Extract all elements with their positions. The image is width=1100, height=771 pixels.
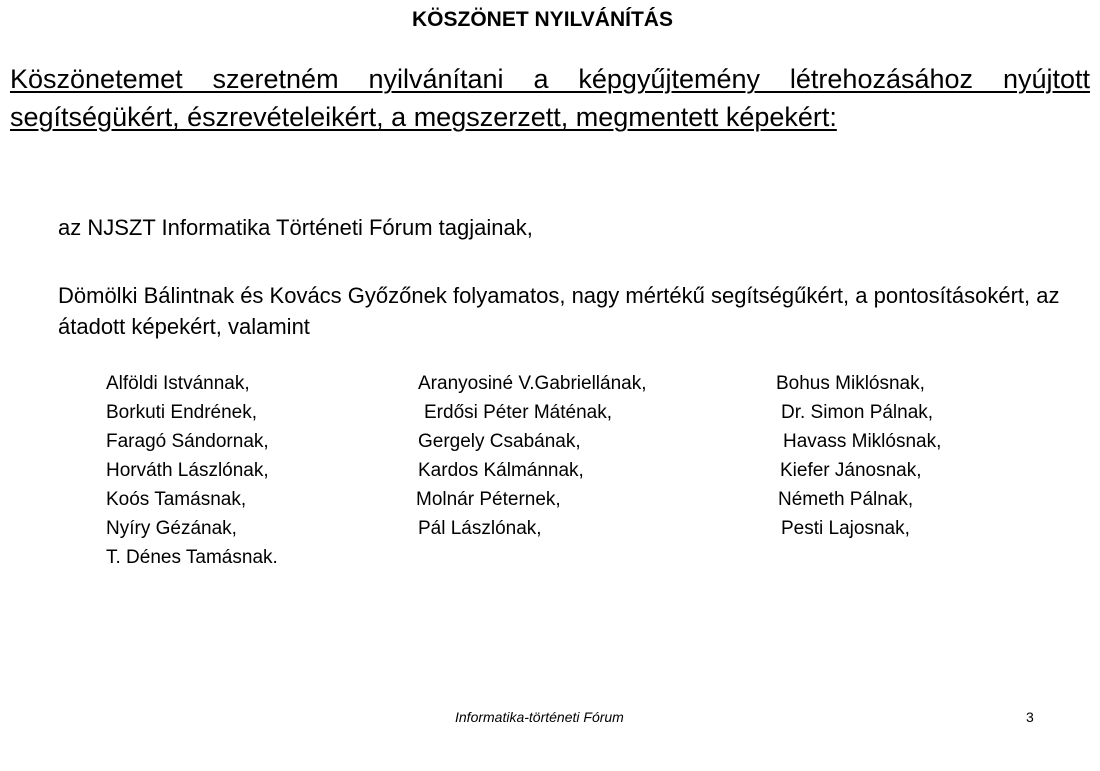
- name-item: Németh Pálnak,: [778, 489, 914, 510]
- name-item: Nyíry Gézának,: [106, 518, 237, 539]
- name-item: Borkuti Endrének,: [106, 402, 258, 423]
- page-number: 3: [1026, 709, 1034, 725]
- footer-title: Informatika-történeti Fórum: [455, 709, 624, 725]
- name-item: T. Dénes Tamásnak.: [106, 547, 278, 568]
- paragraph-forum-members: az NJSZT Informatika Történeti Fórum tagjainak,: [58, 215, 533, 240]
- name-item: Havass Miklósnak,: [783, 431, 942, 452]
- name-item: Gergely Csabának,: [418, 431, 581, 452]
- name-item: Pesti Lajosnak,: [781, 518, 910, 539]
- page-title: KÖSZÖNET NYILVÁNÍTÁS: [412, 8, 673, 31]
- name-item: Dr. Simon Pálnak,: [781, 402, 934, 423]
- name-item: Kiefer Jánosnak,: [780, 460, 922, 481]
- name-item: Koós Tamásnak,: [106, 489, 247, 510]
- name-item: Alföldi Istvánnak,: [106, 373, 250, 394]
- name-item: Molnár Péternek,: [416, 489, 561, 510]
- name-item: Faragó Sándornak,: [106, 431, 269, 452]
- paragraph-special-thanks: Dömölki Bálintnak és Kovács Győzőnek folyamatos, nagy mértékű segítségűkért, a pontosításokért, az átadott képekért, valamint: [58, 283, 1060, 339]
- name-item: Bohus Miklósnak,: [776, 373, 925, 394]
- intro-text: Köszönetemet szeretném nyilvánítani a képgyűjtemény létrehozásához nyújtott segítségükért, észrevételeikért, a megszerzett, megmentett képekért:: [10, 64, 1090, 132]
- name-item: Pál Lászlónak,: [418, 518, 542, 539]
- name-item: Kardos Kálmánnak,: [418, 460, 584, 481]
- name-item: Horváth Lászlónak,: [106, 460, 269, 481]
- name-item: Erdősi Péter Máténak,: [424, 402, 612, 423]
- name-item: Aranyosiné V.Gabriellának,: [418, 373, 647, 394]
